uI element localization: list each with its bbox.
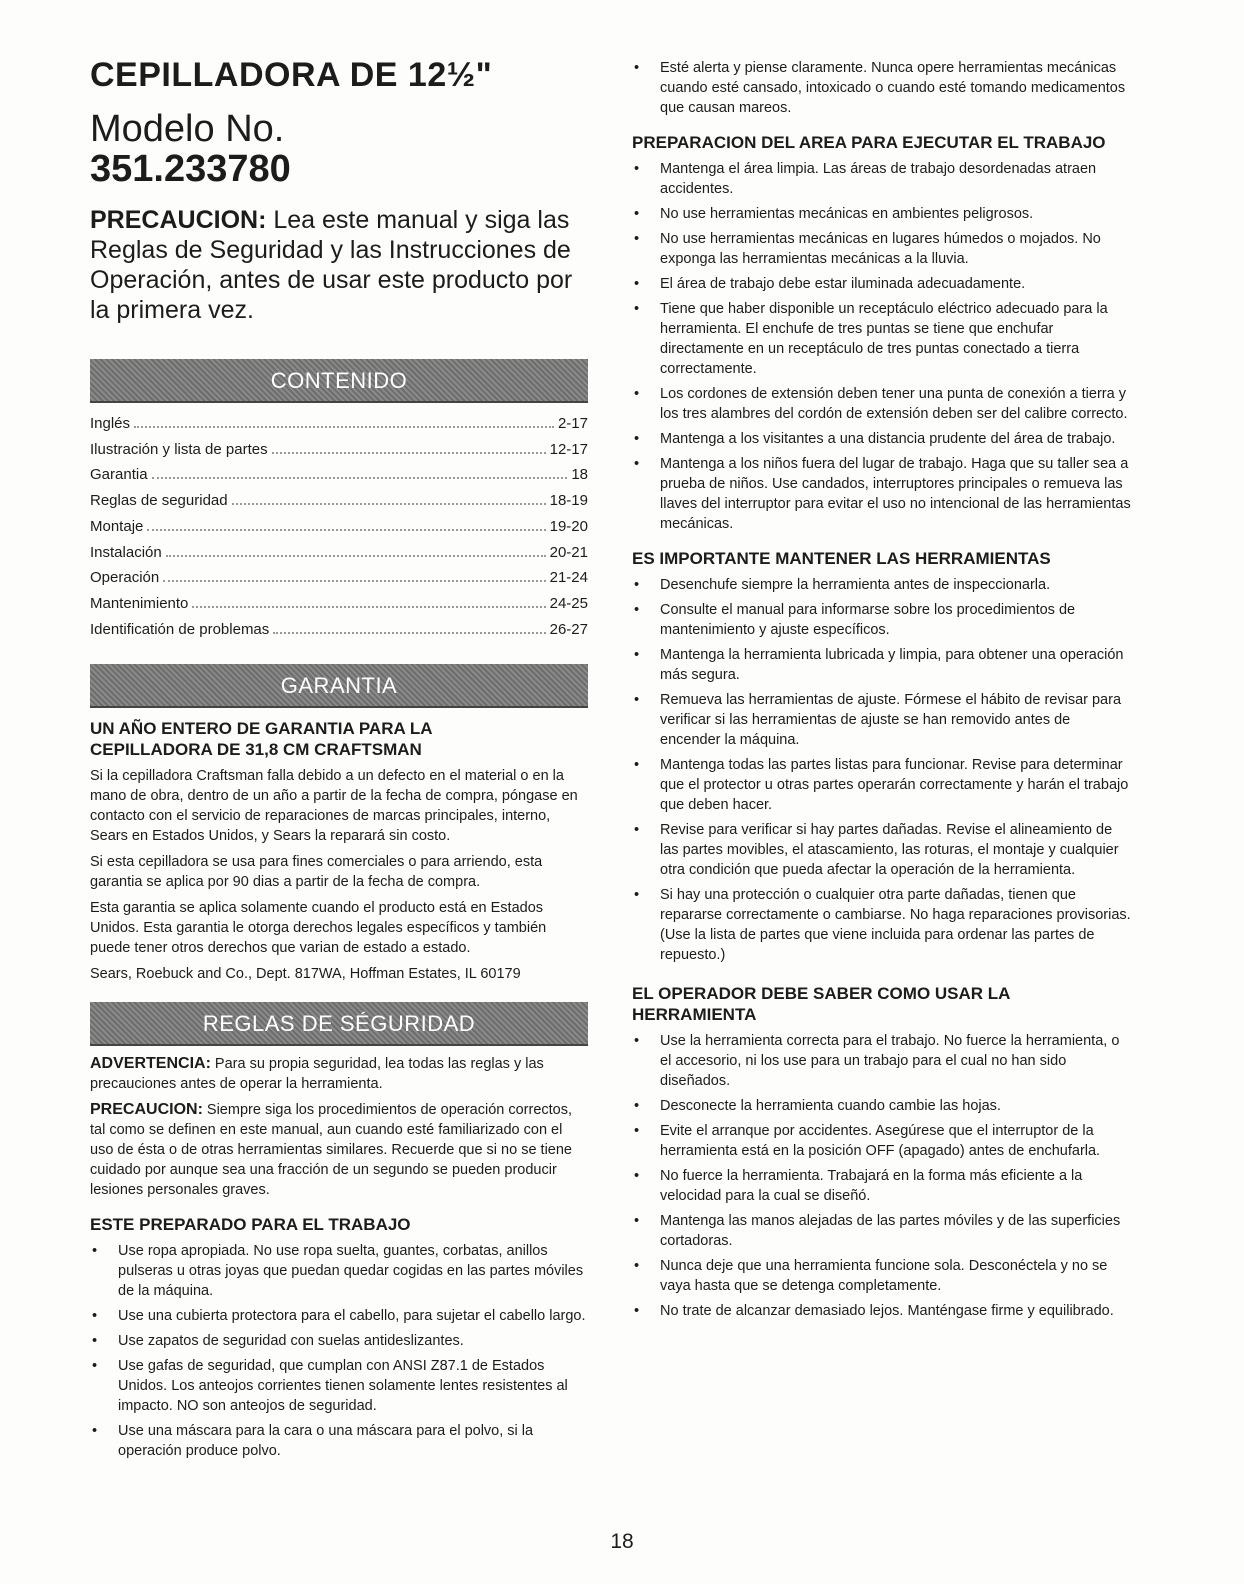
caution-text: Lea este manual y siga las Reglas de Seguridad y las Instrucciones de Operación, antes de usar este producto por la primera vez. <box>90 206 573 324</box>
warranty-paragraph: Esta garantia se aplica solamente cuando el producto está en Estados Unidos. Esta garantia le otorga derechos legales específicos y también puede tener otros derechos que varian de estado a estado. <box>90 900 547 957</box>
page-title: CEPILLADORA DE 12½" <box>90 56 493 94</box>
list-item: • Los cordones de extensión deben tener una punta de conexión a tierra y los tres alambres del cordón de extensión deben ser del calibre correcto. <box>632 384 1132 424</box>
list-item: • Use zapatos de seguridad con suelas antideslizantes. <box>90 1331 588 1351</box>
list-item: • Revise para verificar si hay partes dañadas. Revise el alineamiento de las partes movibles, el atascamiento, las roturas, el montaje y cualquier otra condición que pueda afectar la operación de la herramienta. <box>632 820 1132 880</box>
warning-notice: ADVERTENCIA: Para su propia seguridad, lea todas las reglas y las precauciones antes de operar la herramienta. <box>90 1055 544 1093</box>
list-item: • Mantenga las manos alejadas de las partes móviles y de las superficies cortadoras. <box>632 1211 1132 1251</box>
left-column <box>90 52 588 1466</box>
toc-item: Garantia 18 <box>90 466 588 484</box>
list-item: • Nunca deje que una herramienta funcione sola. Desconéctela y no se vaya hasta que se detenga completamente. <box>632 1256 1132 1296</box>
maintain-list <box>632 575 1132 965</box>
warranty-address: Sears, Roebuck and Co., Dept. 817WA, Hoffman Estates, IL 60179 <box>90 966 521 983</box>
list-item: • No use herramientas mecánicas en ambientes peligrosos. <box>632 204 1132 224</box>
warranty-heading: UN AÑO ENTERO DE GARANTIA PARA LA CEPILLADORA DE 31,8 CM CRAFTSMAN <box>90 719 432 760</box>
list-item: • Use una máscara para la cara o una máscara para el polvo, si la operación produce polvo. <box>90 1421 588 1461</box>
toc-item: Operación 21-24 <box>90 569 588 587</box>
toc-item: Ilustración y lista de partes 12-17 <box>90 440 588 458</box>
toc-item: Reglas de seguridad 18-19 <box>90 492 588 510</box>
caution-label: PRECAUCION: <box>90 206 267 234</box>
model-number: 351.233780 <box>90 148 291 190</box>
warranty-paragraph: Si la cepilladora Craftsman falla debido a un defecto en el material o en la mano de obra, dentro de un año a partir de la fecha de compra, póngase en contacto con el servicio de reparaciones de marcas principales, interno, Sears en Estados Unidos, y Sears la reparará sin costo. <box>90 768 578 845</box>
list-item: • No trate de alcanzar demasiado lejos. Manténgase firme y equilibrado. <box>632 1301 1132 1321</box>
list-item: • Desenchufe siempre la herramienta antes de inspeccionarla. <box>632 575 1132 595</box>
toc-item: Inglés 2-17 <box>90 415 588 432</box>
list-item: • Use una cubierta protectora para el cabello, para sujetar el cabello largo. <box>90 1306 588 1326</box>
list-item: • Si hay una protección o cualquier otra parte dañadas, tienen que repararse correctamente o cambiarse. No haga reparaciones provisorias. (Use la lista de partes que viene incluida para ordenar las partes de repuesto.) <box>632 885 1132 965</box>
precaution-notice: PRECAUCION: Siempre siga los procedimientos de operación correctos, tal como se definen en este manual, aun cuando esté familiarizado con el uso de ésta o de otras herramientas similares. Recuerde que si no se tiene cuidado por aunque sea una fracción de un segundo se pueden producir lesiones personales graves. <box>90 1101 573 1199</box>
list-item: • Desconecte la herramienta cuando cambie las hojas. <box>632 1096 1132 1116</box>
operator-heading: EL OPERADOR DEBE SABER COMO USAR LA HERRAMIENTA <box>632 984 1010 1024</box>
safety-banner: REGLAS DE SÉGURIDAD <box>90 1002 588 1046</box>
warranty-banner: GARANTIA <box>90 664 588 708</box>
list-item: • Esté alerta y piense claramente. Nunca opere herramientas mecánicas cuando esté cansado, intoxicado o cuando esté tomando medicamentos que causan mareos. <box>632 58 1132 118</box>
model-label: Modelo No. <box>90 108 285 150</box>
contents-banner: CONTENIDO <box>90 359 588 403</box>
list-item: • Mantenga a los niños fuera del lugar de trabajo. Haga que su taller sea a prueba de niños. Use candados, interruptores principales o remueva las llaves del interruptor para evitar el uso no intencional de las herramientas mecánicas. <box>632 454 1132 534</box>
list-item: • No use herramientas mecánicas en lugares húmedos o mojados. No exponga las herramientas mecánicas a la lluvia. <box>632 229 1132 269</box>
toc-item: Montaje 19-20 <box>90 517 588 535</box>
page-number: 18 <box>610 1530 634 1553</box>
toc-item: Identificatión de problemas 26-27 <box>90 620 588 638</box>
list-item: • No fuerce la herramienta. Trabajará en la forma más eficiente a la velocidad para la cual se diseñó. <box>632 1166 1132 1206</box>
list-item: • Consulte el manual para informarse sobre los procedimientos de mantenimiento y ajuste específicos. <box>632 600 1132 640</box>
list-item: • Tiene que haber disponible un receptáculo eléctrico adecuado para la herramienta. El enchufe de tres puntas se tiene que enchufar directamente en un receptáculo de tres puntas conectado a tierra correctamente. <box>632 299 1132 379</box>
list-item: • El área de trabajo debe estar iluminada adecuadamente. <box>632 274 1132 294</box>
maintain-heading: ES IMPORTANTE MANTENER LAS HERRAMIENTAS <box>632 549 1051 568</box>
caution-notice <box>90 205 588 325</box>
table-of-contents <box>90 411 588 642</box>
warranty-paragraph: Si esta cepilladora se usa para fines comerciales o para arriendo, esta garantia se aplica por 90 dias a partir de la fecha de compra. <box>90 854 543 891</box>
list-item: • Use gafas de seguridad, que cumplan con ANSI Z87.1 de Estados Unidos. Los anteojos corrientes tienen solamente lentes resistentes al impacto. NO son anteojos de seguridad. <box>90 1356 588 1416</box>
list-item: • Use ropa apropiada. No use ropa suelta, guantes, corbatas, anillos pulseras u otras joyas que puedan quedar cogidas en las partes móviles de la máquina. <box>90 1241 588 1301</box>
alert-list <box>632 58 1132 118</box>
toc-item: Mantenimiento 24-25 <box>90 594 588 612</box>
area-heading: PREPARACION DEL AREA PARA EJECUTAR EL TRABAJO <box>632 133 1106 152</box>
list-item: • Remueva las herramientas de ajuste. Fórmese el hábito de revisar para verificar si las herramientas de ajuste se han removido antes de encender la máquina. <box>632 690 1132 750</box>
area-list <box>632 159 1132 534</box>
operator-list <box>632 1031 1132 1321</box>
prepared-list <box>90 1241 588 1461</box>
right-column <box>632 58 1132 1326</box>
list-item: • Mantenga todas las partes listas para funcionar. Revise para determinar que el protector u otras partes operarán correctamente y harán el trabajo que deben hacer. <box>632 755 1132 815</box>
list-item: • Mantenga a los visitantes a una distancia prudente del área de trabajo. <box>632 429 1132 449</box>
list-item: • Use la herramienta correcta para el trabajo. No fuerce la herramienta, o el accesorio, ni los use para un trabajo para el cual no han sido diseñados. <box>632 1031 1132 1091</box>
list-item: • Mantenga la herramienta lubricada y limpia, para obtener una operación más segura. <box>632 645 1132 685</box>
list-item: • Evite el arranque por accidentes. Asegúrese que el interruptor de la herramienta está en la posición OFF (apagado) antes de enchufarla. <box>632 1121 1132 1161</box>
prepared-heading: ESTE PREPARADO PARA EL TRABAJO <box>90 1215 411 1235</box>
toc-item: Instalación 20-21 <box>90 543 588 561</box>
list-item: • Mantenga el área limpia. Las áreas de trabajo desordenadas atraen accidentes. <box>632 159 1132 199</box>
